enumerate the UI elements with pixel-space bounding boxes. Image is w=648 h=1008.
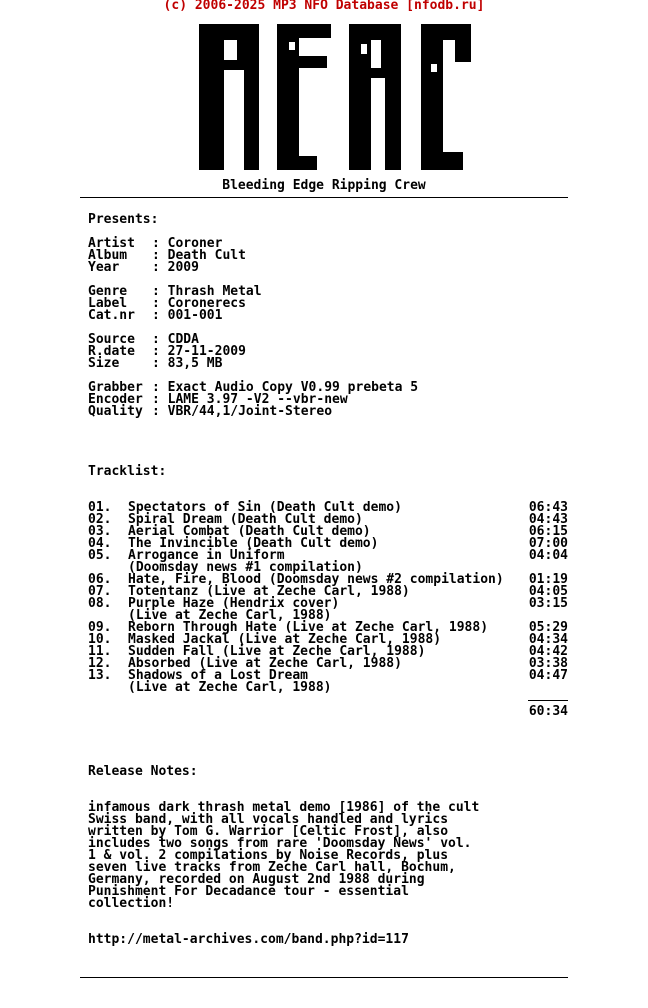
track-number: 13. — [88, 668, 112, 683]
info-row: Grabber : Exact Audio Copy V0.99 prebeta 5 — [88, 380, 419, 395]
notes-line: seven live tracks from Zeche Carl hall, Bochum, — [88, 860, 456, 875]
track-time: 07:00 — [528, 536, 568, 551]
info-row: Year : 2009 — [88, 260, 199, 275]
info-row: Quality : VBR/44,1/Joint-Stereo — [88, 404, 333, 419]
notes-line: collection! — [88, 896, 175, 911]
berc-logo — [199, 24, 471, 170]
total-row — [88, 706, 568, 718]
bottom-divider — [80, 977, 568, 978]
info-row: Artist : Coroner — [88, 236, 223, 251]
presents-label: Presents: — [88, 212, 159, 227]
info-row: Source : CDDA — [88, 332, 199, 347]
info-row: Size : 83,5 MB — [88, 356, 223, 371]
track-time: 04:05 — [528, 584, 568, 599]
total-divider-row — [88, 694, 568, 706]
metal-archives-link[interactable]: http://metal-archives.com/band.php?id=117 — [88, 932, 409, 947]
track-number: 08. — [88, 596, 112, 611]
track-subtitle: (Live at Zeche Carl, 1988) — [128, 680, 332, 695]
track-number: 09. — [88, 620, 112, 635]
track-time: 05:29 — [528, 620, 568, 635]
release-info — [88, 238, 568, 418]
notes-line: Germany, recorded on August 2nd 1988 during — [88, 872, 425, 887]
track-title: Spiral Dream (Death Cult demo) — [128, 512, 363, 527]
tracklist — [88, 502, 568, 694]
tracklist-title: Tracklist: — [88, 464, 167, 479]
info-row: Encoder : LAME 3.97 -V2 --vbr-new — [88, 392, 348, 407]
track-title: Absorbed (Live at Zeche Carl, 1988) — [128, 656, 402, 671]
info-row: R.date : 27-11-2009 — [88, 344, 246, 359]
top-divider — [80, 197, 568, 198]
track-title: Hate, Fire, Blood (Doomsday news #2 compilation) — [128, 572, 504, 587]
track-number: 07. — [88, 584, 112, 599]
track-subtitle: (Live at Zeche Carl, 1988) — [128, 608, 332, 623]
track-title: Reborn Through Hate (Live at Zeche Carl, 1988) — [128, 620, 489, 635]
track-title: Shadows of a Lost Dream — [128, 668, 309, 683]
track-number: 06. — [88, 572, 112, 587]
info-row: Label : Coronerecs — [88, 296, 246, 311]
track-title: Aerial Combat (Death Cult demo) — [128, 524, 371, 539]
track-time: 06:15 — [528, 524, 568, 539]
track-title: Purple Haze (Hendrix cover) — [128, 596, 340, 611]
track-number: 12. — [88, 656, 112, 671]
info-row: Genre : Thrash Metal — [88, 284, 262, 299]
track-title: Spectators of Sin (Death Cult demo) — [128, 500, 402, 515]
track-number: 03. — [88, 524, 112, 539]
track-title: Sudden Fall (Live at Zeche Carl, 1988) — [128, 644, 426, 659]
notes-line: Punishment For Decadance tour - essential — [88, 884, 409, 899]
track-number: 02. — [88, 512, 112, 527]
crew-name: Bleeding Edge Ripping Crew — [222, 178, 426, 193]
track-title: Totentanz (Live at Zeche Carl, 1988) — [128, 584, 410, 599]
track-number: 04. — [88, 536, 112, 551]
nfo-body — [88, 214, 568, 946]
track-time: 04:47 — [528, 668, 568, 683]
track-time: 06:43 — [528, 500, 568, 515]
track-number: 11. — [88, 644, 112, 659]
notes-line: infamous dark thrash metal demo [1986] of the cult — [88, 800, 480, 815]
release-notes — [88, 802, 568, 910]
track-number: 01. — [88, 500, 112, 515]
total-divider — [528, 700, 568, 701]
track-time: 04:43 — [528, 512, 568, 527]
track-number: 05. — [88, 548, 112, 563]
track-time: 01:19 — [528, 572, 568, 587]
release-notes-title: Release Notes: — [88, 764, 198, 779]
notes-line: written by Tom G. Warrior [Celtic Frost], also — [88, 824, 449, 839]
track-time: 04:34 — [528, 632, 568, 647]
track-row-continued — [88, 682, 568, 694]
notes-line: 1 & vol. 2 compilations by Noise Records, plus — [88, 848, 449, 863]
track-title: Masked Jackal (Live at Zeche Carl, 1988) — [128, 632, 442, 647]
track-time: 04:42 — [528, 644, 568, 659]
track-time: 04:04 — [528, 548, 568, 563]
notes-line: Swiss band, with all vocals handled and lyrics — [88, 812, 449, 827]
track-number: 10. — [88, 632, 112, 647]
track-subtitle: (Doomsday news #1 compilation) — [128, 560, 363, 575]
track-time: 03:15 — [528, 596, 568, 611]
total-time: 60:34 — [528, 704, 568, 719]
track-title: The Invincible (Death Cult demo) — [128, 536, 379, 551]
track-time: 03:38 — [528, 656, 568, 671]
info-row: Album : Death Cult — [88, 248, 246, 263]
track-title: Arrogance in Uniform — [128, 548, 285, 563]
info-row: Cat.nr : 001-001 — [88, 308, 223, 323]
notes-line: includes two songs from rare 'Doomsday News' vol. — [88, 836, 472, 851]
site-copyright: (c) 2006-2025 MP3 NFO Database [nfodb.ru] — [163, 0, 485, 13]
